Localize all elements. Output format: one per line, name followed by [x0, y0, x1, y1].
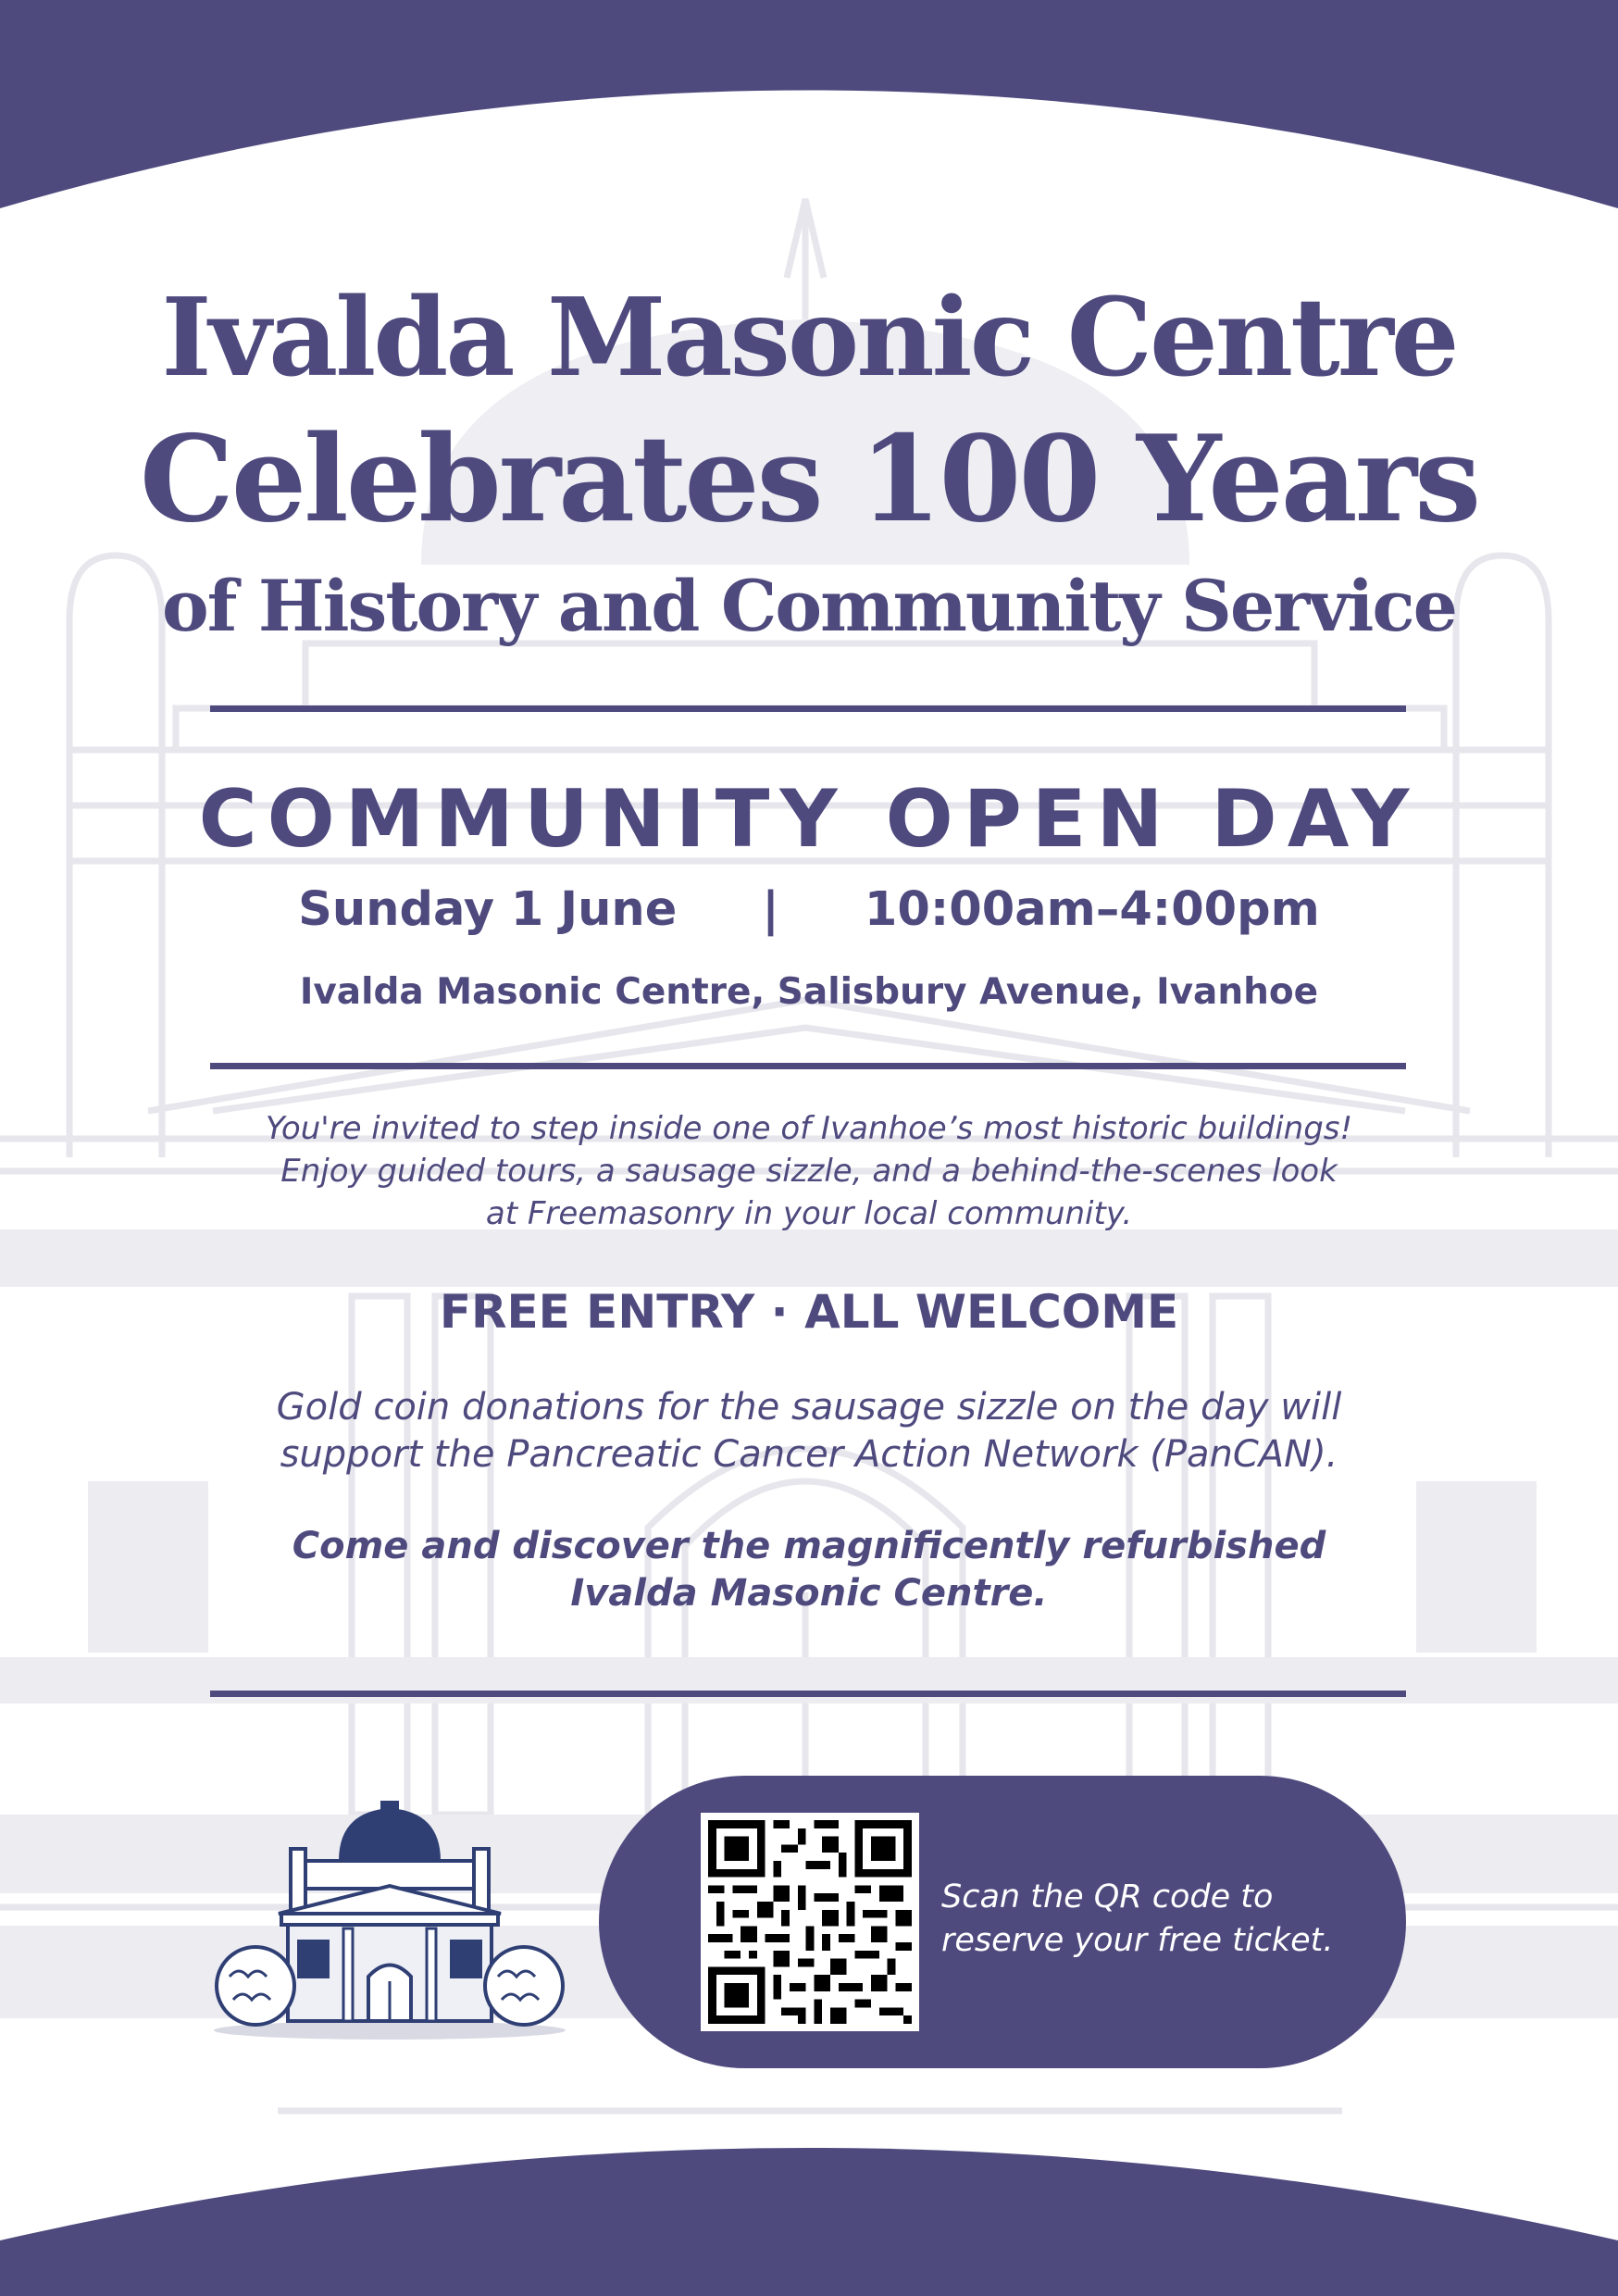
- event-date-time: [0, 880, 1618, 941]
- divider: [210, 1691, 1406, 1697]
- donation-line: Gold coin donations for the sausage sizzle on the day will: [276, 1386, 1342, 1429]
- donation-line: support the Pancreatic Cancer Action Network (PanCAN).: [280, 1433, 1338, 1476]
- title-line-2: Celebrates 100 Years: [139, 410, 1479, 549]
- discover-text: [0, 1523, 1618, 1617]
- title-line-1: Ivalda Masonic Centre: [161, 275, 1457, 401]
- invite-line: You're invited to step inside one of Ivanhoe’s most historic buildings!: [265, 1110, 1353, 1147]
- event-time: 10:00am–4:00pm: [864, 882, 1320, 937]
- donation-text: [0, 1384, 1618, 1479]
- qr-code-icon: [708, 1820, 912, 2024]
- invite-line: Enjoy guided tours, a sausage sizzle, and a behind-the-scenes look: [280, 1153, 1338, 1190]
- discover-line: Ivalda Masonic Centre.: [570, 1572, 1048, 1615]
- bottom-arc: [0, 2148, 1618, 2296]
- event-name: COMMUNITY OPEN DAY: [198, 773, 1420, 866]
- event-venue: Ivalda Masonic Centre, Salisbury Avenue, Ivanhoe: [299, 971, 1319, 1013]
- qr-cta-panel: [599, 1776, 1406, 2068]
- qr-instruction-line: Scan the QR code to: [941, 1878, 1274, 1915]
- qr-instruction-line: reserve your free ticket.: [941, 1922, 1334, 1959]
- free-entry-heading: FREE ENTRY · ALL WELCOME: [439, 1285, 1179, 1339]
- divider: [210, 705, 1406, 712]
- title-line-3: of History and Community Service: [162, 565, 1456, 647]
- top-arc: [0, 0, 1618, 208]
- divider: [210, 1063, 1406, 1069]
- qr-instructions: [941, 1876, 1386, 1963]
- date-separator: |: [762, 882, 779, 937]
- invite-line: at Freemasonry in your local community.: [485, 1195, 1133, 1232]
- invite-text: [0, 1107, 1618, 1235]
- discover-line: Come and discover the magnificently refurbished: [292, 1525, 1326, 1567]
- qr-code[interactable]: [701, 1813, 919, 2031]
- event-date: Sunday 1 June: [298, 882, 678, 937]
- building-logo-icon: [209, 1801, 570, 2041]
